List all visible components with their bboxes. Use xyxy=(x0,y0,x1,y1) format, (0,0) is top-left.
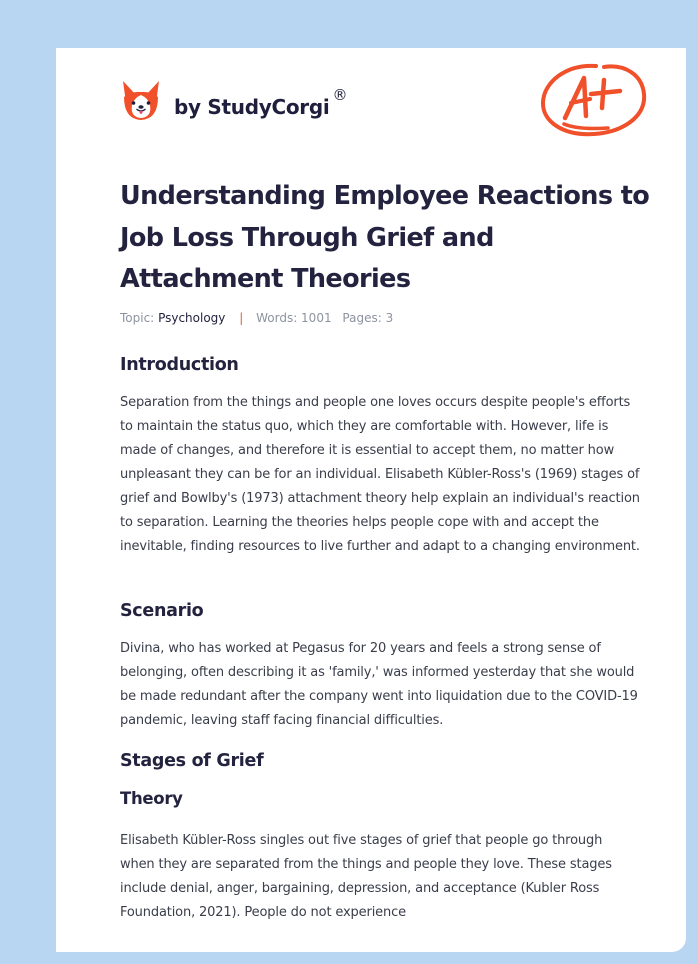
section-heading-introduction: Introduction xyxy=(120,355,239,375)
corgi-face-icon xyxy=(120,79,162,123)
document-title: Understanding Employee Reactions to Job Loss Through Grief and Attachment Theories xyxy=(120,181,650,294)
registered-mark: ® xyxy=(332,86,348,104)
scenario-paragraph: Divina, who has worked at Pegasus for 20 years and feels a strong sense of belonging, often describing it as 'family,' was informed yesterday that she would be made redundant after the company went into liquidation due to the COVID-19 pandemic, leaving staff facing financial difficulties. xyxy=(120,641,638,728)
word-count: Words: 1001 xyxy=(256,311,332,325)
brand-logo[interactable] xyxy=(120,76,347,126)
document-meta xyxy=(120,311,393,325)
topic-link[interactable]: Psychology xyxy=(158,311,226,325)
topic-label: Topic: xyxy=(120,311,155,325)
document-card xyxy=(56,48,686,952)
theory-paragraph: Elisabeth Kübler-Ross singles out five stages of grief that people go through when they are separated from the things and people they love. These stages include denial, anger, bargaining, depression, and acceptance (Kubler Ross Foundation, 2021). People do not experience xyxy=(120,833,612,920)
brand-name: by StudyCorgi xyxy=(174,95,330,119)
subsection-heading-theory: Theory xyxy=(120,789,183,808)
introduction-paragraph: Separation from the things and people one loves occurs despite people's efforts to maintain the status quo, which they are comfortable with. However, life is made of changes, and therefore it is essential to accept them, no matter how unpleasant they can be for an individual. Elisabeth Kübler-Ross's (1969) stages of grief and Bowlby's (1973) attachment theory help explain an individual's reaction to separation. Learning the theories helps people cope with and accept the inevitable, finding resources to live further and adapt to a changing environment. xyxy=(120,395,640,554)
section-heading-stages-of-grief: Stages of Grief xyxy=(120,751,264,771)
meta-separator: | xyxy=(239,311,244,325)
page-count: Pages: 3 xyxy=(342,311,394,325)
a-plus-grade-icon xyxy=(538,58,650,140)
section-heading-scenario: Scenario xyxy=(120,601,204,621)
